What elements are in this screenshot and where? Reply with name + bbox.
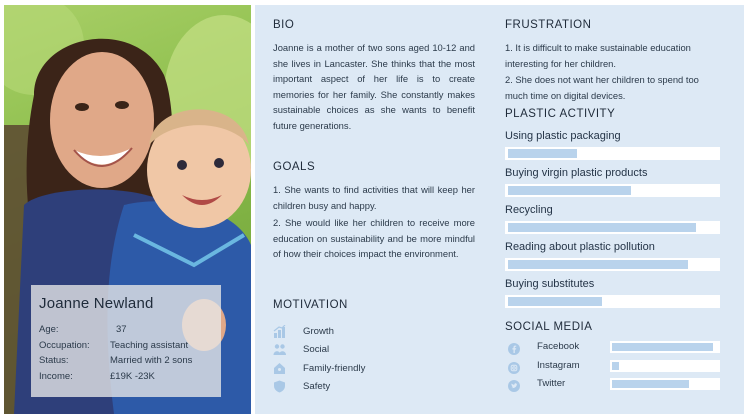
plastic-activity-bar-fill [508,297,602,306]
persona-detail-income [39,369,213,385]
social-usage-fill [612,343,713,351]
detail-value: Married with 2 sons [110,355,193,367]
detail-value: £19K -23K [110,370,155,382]
goal-item-1: 1. She wants to find activities that will keep her children busy and happy. [273,184,475,211]
plastic-activity-bar-track [505,295,720,308]
plastic-activity-bar-track [505,221,720,234]
motivation-item [273,378,473,397]
social-usage-fill [612,380,689,388]
plastic-activity-bar-track [505,184,720,197]
plastic-activity-bar-fill [508,223,696,232]
motivation-item [273,359,473,378]
social-row-twitter [505,377,725,395]
plastic-activity-bar-track [505,258,720,271]
plastic-activity-label: Using plastic packaging [505,130,621,142]
persona-detail-status [39,353,213,369]
motivation-list [273,322,473,396]
detail-value: 37 [116,324,127,336]
plastic-activity-label: Buying substitutes [505,278,595,290]
social-usage-track [610,378,720,390]
plastic-activity-label: Buying virgin plastic products [505,167,648,179]
plastic-activity-bar-fill [508,186,631,195]
plastic-activity-bar-fill [508,149,577,158]
motivation-item [273,341,473,360]
social-label: Instagram [537,360,580,371]
plastic-activity-label: Recycling [505,204,553,216]
shield-icon [273,380,303,393]
facebook-icon [508,342,520,360]
plastic-activity-title: PLASTIC ACTIVITY [505,108,616,120]
social-usage-track [610,360,720,372]
people-icon [273,343,303,356]
social-label: Twitter [537,378,566,389]
persona-name: Joanne Newland [39,295,154,312]
twitter-icon [508,379,520,397]
frustration-item-2: 2. She does not want her children to spend too much time on digital devices. [505,74,699,101]
detail-key: Status: [39,355,69,367]
family-house-icon [273,362,303,375]
plastic-activity-label: Reading about plastic pollution [505,241,655,253]
persona-detail-age [39,322,213,338]
plastic-activity-bar-fill [508,260,688,269]
motivation-label: Safety [303,381,331,393]
persona-detail-occupation [39,338,213,354]
motivation-label: Growth [303,325,334,337]
bio-text: Joanne is a mother of two sons aged 10-12 and she lives in Lancaster. She thinks that the most important aspect of her life is to create memories for her family. She constantly makes sustainable choices as she wants to benefit future generations. [273,42,475,131]
motivation-title: MOTIVATION [273,299,348,311]
detail-value: Teaching assistant [110,339,189,351]
social-usage-fill [612,362,619,370]
motivation-label: Family-friendly [303,362,366,374]
social-usage-track [610,341,720,353]
frustration-item-1: 1. It is difficult to make sustainable education interesting for her children. [505,42,691,69]
frustration-title: FRUSTRATION [505,19,592,31]
social-row-facebook [505,340,725,358]
social-label: Facebook [537,341,580,352]
goal-item-2: 2. She would like her children to receive more education on sustainability and be more mindful of how their choices impact the environment. [273,217,475,260]
social-row-instagram [505,359,725,377]
persona-photo [4,5,251,414]
detail-key: Occupation: [39,339,90,351]
bio-title: BIO [273,19,295,31]
plastic-activity-bar-track [505,147,720,160]
motivation-item [273,322,473,341]
persona-name-card [31,285,221,397]
social-media-title: SOCIAL MEDIA [505,321,593,333]
growth-chart-icon [273,325,303,338]
detail-key: Income: [39,370,73,382]
motivation-label: Social [303,344,330,356]
goals-title: GOALS [273,161,316,173]
detail-key: Age: [39,324,59,336]
